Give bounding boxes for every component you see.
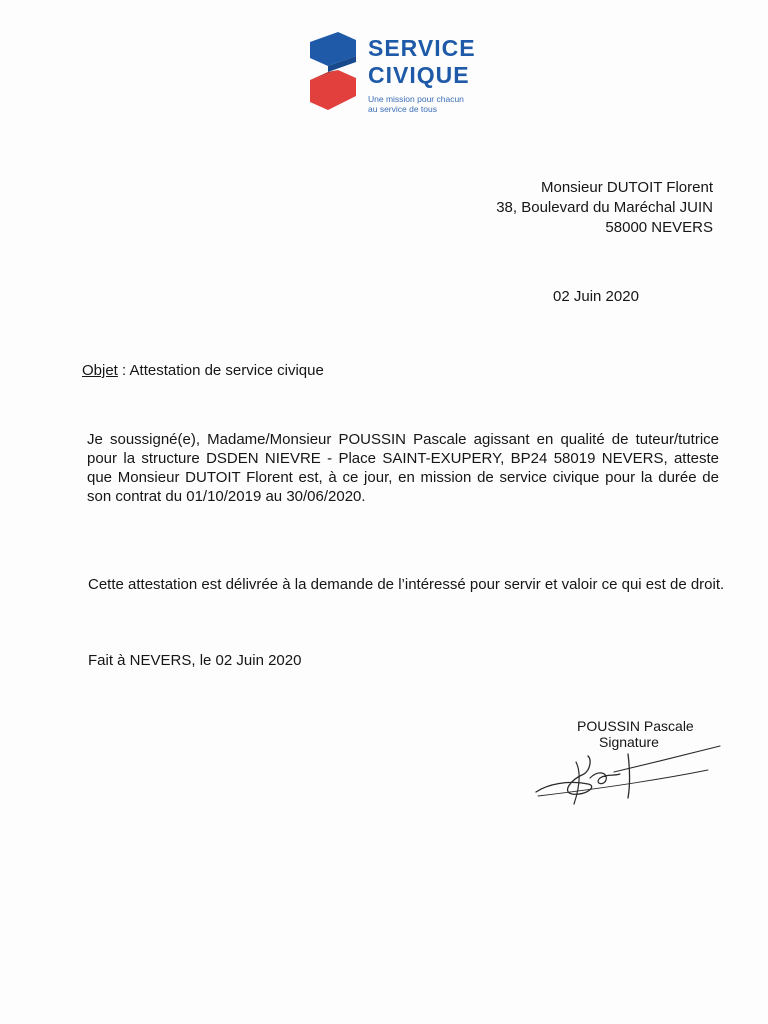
recipient-city: 58000 NEVERS <box>605 219 713 236</box>
signatory-name: POUSSIN Pascale <box>577 718 694 734</box>
letter-date: 02 Juin 2020 <box>553 288 639 305</box>
place-and-date: Fait à NEVERS, le 02 Juin 2020 <box>88 652 302 669</box>
logo-title <box>368 35 476 89</box>
delivery-statement: Cette attestation est délivrée à la demande de l’intéressé pour servir et valoir ce qui est de droit. <box>88 576 725 593</box>
subject-label: Objet <box>82 362 118 379</box>
subject-text: : Attestation de service civique <box>117 362 324 379</box>
service-civique-logo <box>304 32 474 120</box>
logo-tagline-line-2: au service de tous <box>368 104 437 114</box>
logo-tagline-line-1: Une mission pour chacun <box>368 94 464 104</box>
subject-line <box>82 362 324 379</box>
signature-label: Signature <box>599 734 659 750</box>
recipient-street: 38, Boulevard du Maréchal JUIN <box>496 199 713 216</box>
logo-tagline <box>368 94 464 114</box>
logo-title-line-1: SERVICE <box>368 35 476 61</box>
attestation-paragraph: Je soussigné(e), Madame/Monsieur POUSSIN Pascale agissant en qualité de tuteur/tutrice pour la structure DSDEN NIEVRE - Place SAINT-EXUPERY, BP24 58019 NEVERS, atteste que Monsieur DUTOIT Florent est, à ce jour, en mission de service civique pour la durée de son contrat du 01/10/2019 au 30/06/2020. <box>87 431 719 505</box>
handwritten-signature <box>528 734 728 814</box>
logo-title-line-2: CIVIQUE <box>368 62 470 88</box>
recipient-address <box>496 178 713 238</box>
service-civique-logo-icon <box>304 32 362 114</box>
recipient-name: Monsieur DUTOIT Florent <box>541 179 713 196</box>
